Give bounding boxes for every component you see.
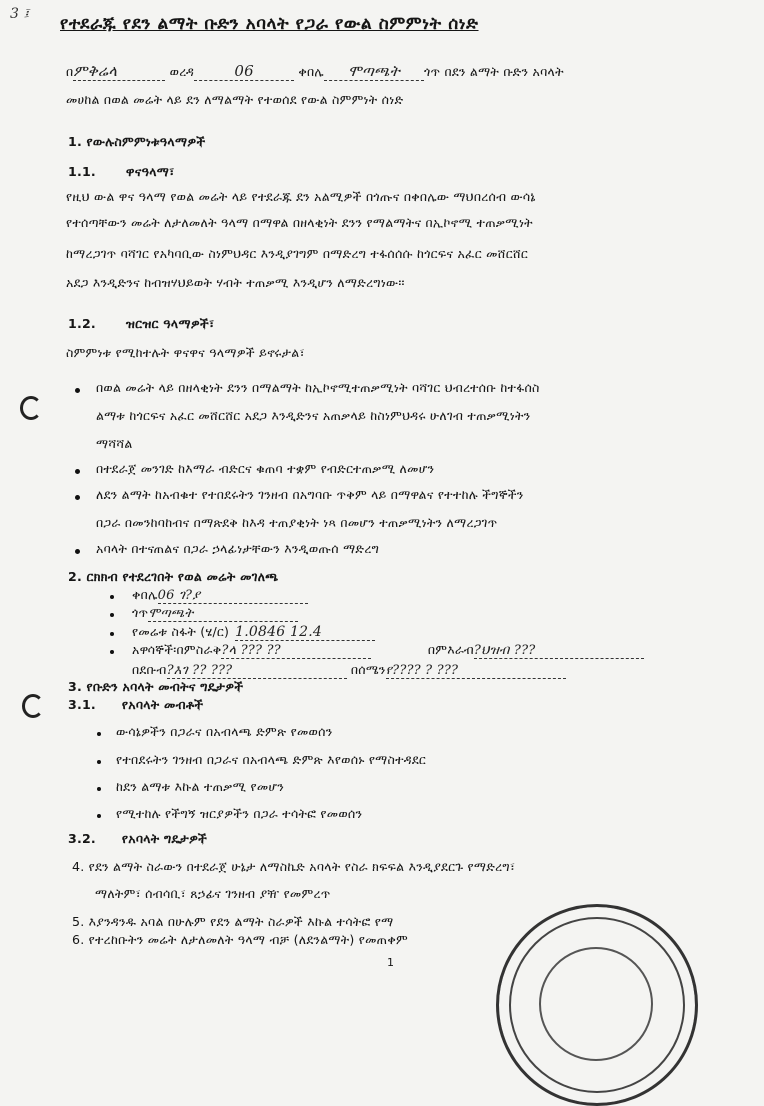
page-number: 1 — [387, 956, 395, 969]
list-item-line: ከደን ልማቱ እኩል ተጠቃሚ የመሆን — [116, 779, 285, 794]
paragraph-line: አደጋ እንዲድንና ከብዝሃህይወት ሃብት ተጠቃሚ እንዲሆን ለማድረግነው፡፡ — [66, 275, 405, 290]
list-item-line: በወል መሬት ላይ በዘላቂነት ደንን በማልማት ከኢኮኖሚተጠቃሚነት ባሻገር ህብረተሰቡ ከተፋሰስ — [96, 380, 540, 395]
punch-hole-top — [20, 396, 42, 420]
form-field-boundaries: አዋሳኞች፡በምስራቅ?ላ ??? ?? በምእራብ?ህዝብ ??? — [132, 642, 644, 659]
list-item-line: የሚተከሉ የችግኝ ዝርያዎችን በጋራ ተሳትፎ የመወሰን — [116, 806, 363, 821]
bullet-dot — [75, 388, 80, 393]
bullet-dot — [97, 814, 101, 818]
section-1-heading: 1. የውሉስምምነቱዓላማዎች — [68, 134, 206, 149]
list-item-line: የተበደሩትን ገንዘብ በጋራና በአብላጫ ድምጽ እየወሰኑ የማስተዳደር — [116, 752, 427, 767]
bullet-dot — [75, 495, 80, 500]
paragraph-line: የዚህ ውል ዋና ዓላማ የወል መሬት ላይ የተደራጁ ደን አልሚዎች በጎጡና በቀበሌው ማህበረሰብ ውሳኔ — [66, 189, 536, 204]
section-2-heading: 2. ርክክብ የተደረገበት የወል መሬት መገለጫ — [68, 569, 279, 584]
list-item-line: አባላት በተናጠልና በጋራ ኃላፊነታቸውን እንዲወጡሰ ማድረግ — [96, 541, 380, 556]
paragraph-line: የተሰጣቸውን መሬት ለታለመለት ዓላማ በማዋል በዘላቂነት ደንን የማልማትና በኢኮኖሚ ተጠቃሚነት — [66, 215, 533, 230]
list-item-line: በጋራ በመንከባከብና በማጽደቅ ከእዳ ተጠያቂነት ነጻ በመሆን ተጠቃሚነትን ለማረጋገጥ — [96, 515, 498, 530]
item-5: 5. እያንዳንዱ አባል በሁሉም የደን ልማት ስራዎች እኩል ተሳትፎ የማ — [72, 914, 394, 929]
stamp-inner-ring — [539, 947, 653, 1061]
form-field-kebele: ቀበሌ06 ገ?ያ — [132, 587, 308, 604]
section-1-2-intro: ስምምነቱ የሚከተሉት ዋናዋና ዓላማዎች ይኖሩታል፣ — [66, 345, 305, 360]
section-3-2-heading: 3.2. የአባላት ግዴታዎች — [68, 831, 208, 846]
bullet-dot — [75, 469, 80, 474]
bullet-dot — [75, 549, 80, 554]
bullet-dot — [110, 650, 114, 654]
bullet-dot — [110, 613, 114, 617]
list-item-line: ውሳኔዎችን በጋራና በአብላጫ ድምጽ የመወሰን — [116, 724, 333, 739]
section-3-heading: 3. የቡድን አባላት መብትና ግዴታዎች — [68, 679, 244, 694]
form-field-area: የመሬቱ ስፋት (ሄ/ር) 1.0846 12.4 — [132, 624, 375, 641]
bullet-dot — [97, 760, 101, 764]
bullet-dot — [97, 732, 101, 736]
kebele-value: ሞጣጫት — [324, 62, 424, 81]
intro-line-2: መሀከል በወል መሬት ላይ ደን ለማልማት የተወሰደ የውል ስምምነት ሰነድ — [66, 92, 404, 107]
bullet-dot — [97, 787, 101, 791]
intro-line-1: በምቅሬላ ወረዳ 06 ቀበሌ ሞጣጫት ጎጥ በደን ልማት ቡድን አባላት — [66, 62, 564, 80]
section-1-2-heading: 1.2. ዝርዝር ዓላማዎች፣ — [68, 316, 215, 331]
punch-hole-bottom — [22, 694, 44, 718]
list-item-line: ለደን ልማት ከአብቁተ የተበደሩትን ገንዘብ በአግባቡ ጥቅም ላይ በማዋልና የተተከሉ ችግኞችን — [96, 487, 524, 502]
official-stamp — [496, 904, 698, 1106]
bullet-dot — [110, 595, 114, 599]
item-6: 6. የተረከቡትን መሬት ለታለመለት ዓላማ ብቻ (ለደንልማት) የመጠቀም — [72, 932, 408, 947]
item-4-line-2: ማለትም፣ ሰብሳቢ፣ ጸኃፊና ገንዘብ ያዥ የመምረጥ — [95, 886, 331, 901]
form-field-got: ጎጥሞጣጫት — [132, 605, 298, 622]
paragraph-line: ከማረጋገጥ ባሻገር የአካባቢው ስነምህዳር እንዲያገግም በማድረግ ተፋሰሰሱ ከጎርፍና አፈር መሸርሸር — [66, 246, 529, 261]
bullet-dot — [110, 632, 114, 636]
section-3-1-heading: 3.1. የአባላት መብቶች — [68, 697, 204, 712]
list-item-line: ማሻሻል — [96, 436, 133, 451]
list-item-line: በተደራጀ መንገድ ከእማራ ብድርና ቁጠባ ተቋም የብድርተጠቃሚ ለመሆን — [96, 461, 435, 476]
form-field-south-north: በደቡብ?እገ ?? ??? በሰሜንየ???? ? ??? — [132, 662, 566, 679]
document-title: የተደራጁ የደን ልማት ቡድን አባላት የጋራ የውል ስምምነት ሰነድ — [60, 14, 479, 34]
item-4-line-1: 4. የደን ልማት ስራውን በተደራጀ ሁኔታ ለማስኬድ አባላት የስራ ክፍፍል እንዲያደርጉ የማድረግ፣ — [72, 859, 516, 874]
list-item-line: ልማቱ ከጎርፍና አፈር መሸርሸር አደጋ እንዲድንና አጠቃላይ ከስነምህዳሩ ሁለገብ ተጠቃሚነትን — [96, 408, 531, 423]
section-1-1-heading: 1.1. ዋናዓላማ፣ — [68, 164, 175, 179]
woreda-value: 06 — [194, 62, 294, 81]
corner-mark: 3 ፤ — [10, 6, 30, 22]
region-value: ምቅሬላ — [73, 62, 165, 81]
